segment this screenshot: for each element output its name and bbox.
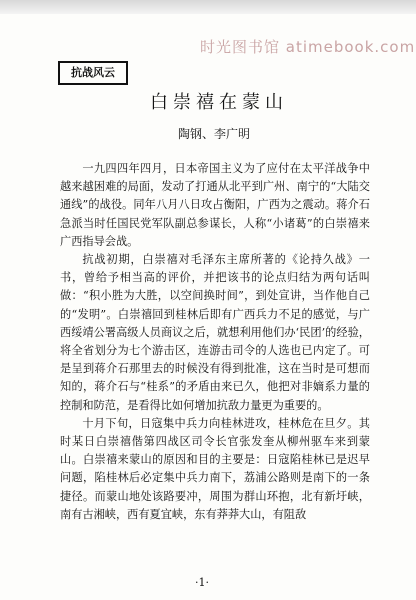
page-number: ·1· xyxy=(195,576,209,589)
article-authors: 陶钢、李广明 xyxy=(178,127,251,141)
article-title: 白崇禧在蒙山 xyxy=(150,92,288,113)
watermark: 时光图书馆 atimebook.com xyxy=(200,38,416,56)
article-body xyxy=(60,160,370,524)
paragraph: 抗战初期，白崇禧对毛泽东主席所著的《论持久战》一书，曾给予相当高的评价，并把该书的论点归结为两句话叫做：“积小胜为大胜，以空间换时间”，到处宣讲，当作他自己的“发明”。白崇禧回到桂林后即有广西兵力不足的感觉，与广西绥靖公署高级人员商议之后，就想利用他们办‘民团’的经验，将全省划分为七个游击区，连游击司令的人选也已内定了。可是呈到蒋介石那里去的时候没有得到批准，这在当时是可想而知的，蒋介石与“桂系”的矛盾由来已久，他把对非嫡系力量的控制和防范，是看得比如何增加抗敌力量更为重要的。 xyxy=(60,253,370,412)
scan-edge xyxy=(0,0,416,14)
section-label: 抗战风云 xyxy=(58,61,128,85)
paragraph: 十月下旬，日寇集中兵力向桂林进攻，桂林危在旦夕。其时某日白崇禧偕第四战区司令长官张发奎从柳州驱车来到蒙山。白崇禧来蒙山的原因和目的主要是：日寇陷桂林已是迟早问题，陷桂林后必定集中兵力南下，荔浦公路则是南下的一条捷径。而蒙山地处该路要冲，周围为群山环抱，北有新圩峡，南有古湘峡，西有夏宜峡，东有莽莽大山，有阻敌 xyxy=(60,416,370,521)
paragraph: 一九四四年四月，日本帝国主义为了应付在太平洋战争中越来越困难的局面，发动了打通从北平到广州、南宁的“大陆交通线”的战役。同年八月八日攻占衡阳，广西为之震动。蒋介石急派当时任国民党军队副总参谋长，人称“小诸葛”的白崇禧来广西指导会战。 xyxy=(60,162,370,248)
